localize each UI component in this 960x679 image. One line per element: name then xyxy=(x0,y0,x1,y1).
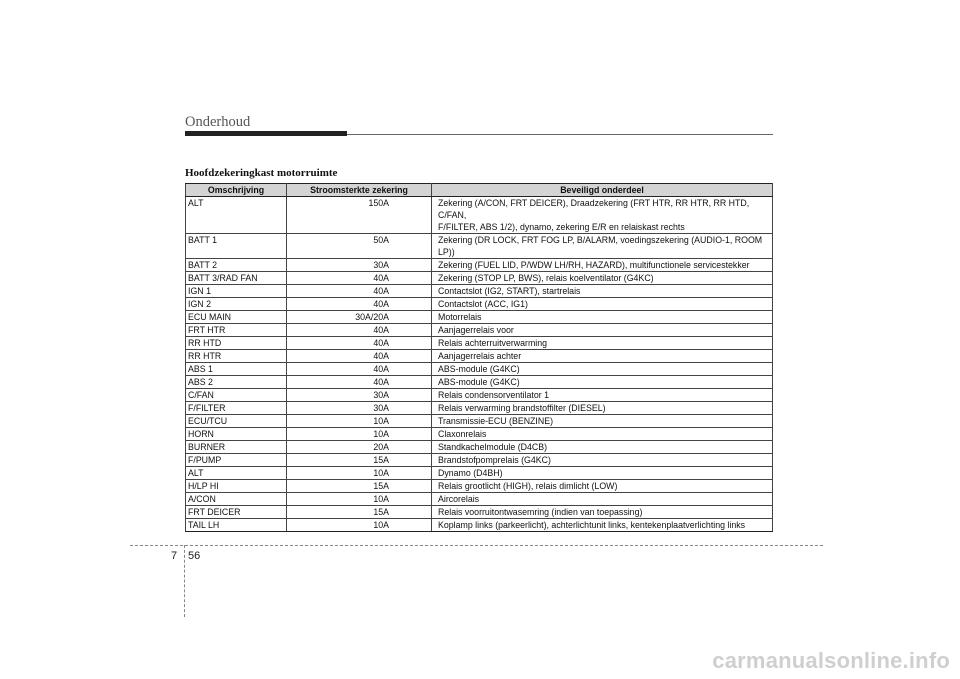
page-number: 56 xyxy=(188,550,201,562)
cell-description: HORN xyxy=(186,428,287,441)
header-rule xyxy=(347,134,773,135)
page-header-title: Onderhoud xyxy=(185,114,251,130)
cell-description: ALT xyxy=(186,467,287,480)
table-row xyxy=(186,428,773,441)
table-row xyxy=(186,285,773,298)
fuse-table-body xyxy=(186,197,773,532)
footer-rule xyxy=(130,545,823,546)
watermark: carmanualsonline.info xyxy=(712,648,950,673)
cell-protected-component: ABS-module (G4KC) xyxy=(432,376,773,389)
cell-protected-component: Zekering (STOP LP, BWS), relais koelventilator (G4KC) xyxy=(432,272,773,285)
cell-fuse-rating: 40A xyxy=(287,298,432,311)
cell-description: FRT DEICER xyxy=(186,506,287,519)
cell-fuse-rating: 10A xyxy=(287,519,432,532)
table-row xyxy=(186,441,773,454)
table-row xyxy=(186,311,773,324)
cell-fuse-rating: 50A xyxy=(287,234,432,259)
table-row xyxy=(186,519,773,532)
cell-description: FRT HTR xyxy=(186,324,287,337)
cell-fuse-rating: 40A xyxy=(287,285,432,298)
cell-protected-component: ABS-module (G4KC) xyxy=(432,363,773,376)
cell-fuse-rating: 30A xyxy=(287,259,432,272)
cell-fuse-rating: 40A xyxy=(287,337,432,350)
cell-description: ABS 1 xyxy=(186,363,287,376)
chapter-number: 7 xyxy=(171,550,178,562)
table-row xyxy=(186,324,773,337)
cell-fuse-rating: 30A/20A xyxy=(287,311,432,324)
cell-description: RR HTD xyxy=(186,337,287,350)
cell-description: ECU/TCU xyxy=(186,415,287,428)
table-row xyxy=(186,376,773,389)
cell-fuse-rating: 10A xyxy=(287,467,432,480)
cell-protected-component: Aircorelais xyxy=(432,493,773,506)
table-row xyxy=(186,493,773,506)
cell-protected-component: Relais voorruitontwasemring (indien van toepassing) xyxy=(432,506,773,519)
table-row xyxy=(186,259,773,272)
column-header-protected-component: Beveiligd onderdeel xyxy=(432,184,773,197)
cell-protected-component: Transmissie-ECU (BENZINE) xyxy=(432,415,773,428)
column-header-fuse-rating: Stroomsterkte zekering xyxy=(287,184,432,197)
table-row xyxy=(186,350,773,363)
table-row xyxy=(186,298,773,311)
cell-fuse-rating: 40A xyxy=(287,376,432,389)
table-row xyxy=(186,389,773,402)
cell-description: TAIL LH xyxy=(186,519,287,532)
cell-description: RR HTR xyxy=(186,350,287,363)
cell-protected-component: Contactslot (IG2, START), startrelais xyxy=(432,285,773,298)
cell-protected-component: Aanjagerrelais achter xyxy=(432,350,773,363)
table-row xyxy=(186,402,773,415)
cell-fuse-rating: 30A xyxy=(287,402,432,415)
cell-description: A/CON xyxy=(186,493,287,506)
cell-fuse-rating: 20A xyxy=(287,441,432,454)
cell-protected-component: Relais condensorventilator 1 xyxy=(432,389,773,402)
cell-description: BATT 2 xyxy=(186,259,287,272)
cell-protected-component: Contactslot (ACC, IG1) xyxy=(432,298,773,311)
cell-description: C/FAN xyxy=(186,389,287,402)
cell-fuse-rating: 30A xyxy=(287,389,432,402)
cell-fuse-rating: 40A xyxy=(287,350,432,363)
cell-fuse-rating: 40A xyxy=(287,363,432,376)
table-row xyxy=(186,197,773,234)
cell-description: BURNER xyxy=(186,441,287,454)
cell-protected-component: Koplamp links (parkeerlicht), achterlichtunit links, kentekenplaatverlichting links xyxy=(432,519,773,532)
cell-fuse-rating: 15A xyxy=(287,454,432,467)
cell-description: F/PUMP xyxy=(186,454,287,467)
table-row xyxy=(186,506,773,519)
cell-protected-component: Dynamo (D4BH) xyxy=(432,467,773,480)
cell-fuse-rating: 40A xyxy=(287,272,432,285)
section-title: Hoofdzekeringkast motorruimte xyxy=(185,167,338,179)
cell-description: IGN 1 xyxy=(186,285,287,298)
cell-description: H/LP HI xyxy=(186,480,287,493)
cell-fuse-rating: 10A xyxy=(287,493,432,506)
table-row xyxy=(186,363,773,376)
table-row xyxy=(186,337,773,350)
table-row xyxy=(186,467,773,480)
table-row xyxy=(186,480,773,493)
table-row xyxy=(186,454,773,467)
cell-fuse-rating: 15A xyxy=(287,480,432,493)
cell-protected-component: Relais verwarming brandstoffilter (DIESEL) xyxy=(432,402,773,415)
table-row xyxy=(186,234,773,259)
table-row xyxy=(186,415,773,428)
cell-protected-component: Aanjagerrelais voor xyxy=(432,324,773,337)
cell-fuse-rating: 10A xyxy=(287,428,432,441)
cell-protected-component: Brandstofpomprelais (G4KC) xyxy=(432,454,773,467)
cell-description: BATT 1 xyxy=(186,234,287,259)
cell-fuse-rating: 40A xyxy=(287,324,432,337)
cell-protected-component: Standkachelmodule (D4CB) xyxy=(432,441,773,454)
column-header-description: Omschrijving xyxy=(186,184,287,197)
cell-protected-component: Zekering (FUEL LID, P/WDW LH/RH, HAZARD), multifunctionele servicestekker xyxy=(432,259,773,272)
cell-fuse-rating: 150A xyxy=(287,197,432,234)
cell-protected-component: Zekering (DR LOCK, FRT FOG LP, B/ALARM, voedingszekering (AUDIO-1, ROOM LP)) xyxy=(432,234,773,259)
table-header-row xyxy=(186,184,773,197)
table-row xyxy=(186,272,773,285)
cell-description: ALT xyxy=(186,197,287,234)
footer-vertical-rule xyxy=(184,545,185,617)
cell-description: ABS 2 xyxy=(186,376,287,389)
cell-protected-component: Zekering (A/CON, FRT DEICER), Draadzekering (FRT HTR, RR HTR, RR HTD, C/FAN, F/FILTER, ABS 1/2), dynamo, zekering E/R en relaiskast rechts xyxy=(432,197,773,234)
header-bar xyxy=(185,131,347,136)
cell-protected-component: Relais achterruitverwarming xyxy=(432,337,773,350)
cell-description: IGN 2 xyxy=(186,298,287,311)
fuse-table xyxy=(185,183,773,532)
cell-protected-component: Relais grootlicht (HIGH), relais dimlicht (LOW) xyxy=(432,480,773,493)
cell-description: F/FILTER xyxy=(186,402,287,415)
cell-fuse-rating: 10A xyxy=(287,415,432,428)
cell-protected-component: Claxonrelais xyxy=(432,428,773,441)
cell-description: BATT 3/RAD FAN xyxy=(186,272,287,285)
cell-fuse-rating: 15A xyxy=(287,506,432,519)
cell-protected-component: Motorrelais xyxy=(432,311,773,324)
cell-description: ECU MAIN xyxy=(186,311,287,324)
